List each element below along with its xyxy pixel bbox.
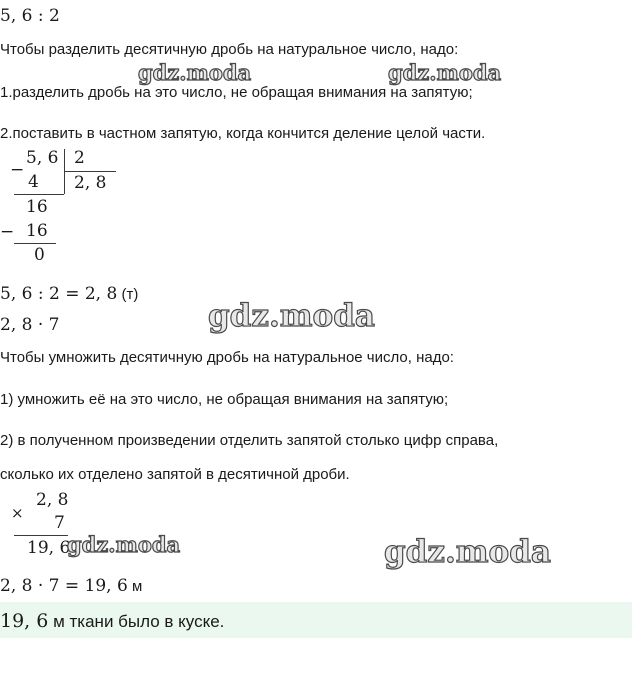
multiplication-rule-step-2: 2) в полученном произведении отделить запятой столько цифр справа, — [0, 432, 499, 449]
division-rule-step-2: 2.поставить в частном запятую, когда кончится деление целой части. — [0, 125, 486, 142]
subtrahend-1: 4 — [28, 172, 39, 192]
problem-expression: 5, 6 : 2 — [0, 6, 60, 26]
times-sign: × — [11, 504, 24, 522]
minus-sign: − — [0, 222, 15, 242]
watermark: gdz.moda — [388, 60, 502, 85]
subtraction-line-1 — [14, 194, 64, 195]
divisor-underline — [64, 171, 116, 172]
multiplication-result-expression: 2, 8 · 7 = 19, 6 — [0, 576, 128, 596]
subtrahend-2: 16 — [26, 221, 48, 241]
watermark: gdz.moda — [208, 298, 375, 334]
quotient: 2, 8 — [74, 173, 107, 193]
division-result-unit: (т) — [121, 286, 139, 303]
divisor: 2 — [74, 148, 85, 168]
multiplication-rule-intro: Чтобы умножить десятичную дробь на натуральное число, надо: — [0, 349, 454, 366]
final-remainder: 0 — [34, 245, 45, 265]
remainder-1: 16 — [26, 197, 48, 217]
division-rule-intro: Чтобы разделить десятичную дробь на натуральное число, надо: — [0, 41, 459, 58]
watermark: gdz.moda — [67, 532, 181, 557]
multiplication-result — [0, 576, 142, 596]
division-result-expression: 5, 6 : 2 = 2, 8 — [0, 284, 118, 304]
factor-2: 7 — [54, 513, 65, 533]
product: 19, 6 — [27, 538, 71, 558]
product-expression: 2, 8 · 7 — [0, 315, 60, 335]
multiplication-rule-step-3: сколько их отделено запятой в десятичной дроби. — [0, 466, 350, 483]
answer-value: 19, 6 — [0, 610, 49, 632]
subtraction-line-2 — [14, 243, 56, 244]
multiplication-result-unit: м — [131, 578, 143, 595]
factor-1: 2, 8 — [36, 490, 69, 510]
division-result — [0, 284, 138, 304]
multiplication-line — [14, 535, 68, 536]
multiplication-rule-step-1: 1) умножить её на это число, не обращая внимания на запятую; — [0, 391, 449, 408]
answer-text: м ткани было в куске. — [53, 612, 225, 631]
watermark: gdz.moda — [384, 534, 551, 570]
minus-sign: − — [10, 160, 25, 180]
dividend: 5, 6 — [26, 148, 59, 168]
answer — [0, 610, 224, 632]
division-rule-step-1: 1.разделить дробь на это число, не обращая внимания на запятую; — [0, 84, 473, 101]
watermark: gdz.moda — [138, 60, 252, 85]
